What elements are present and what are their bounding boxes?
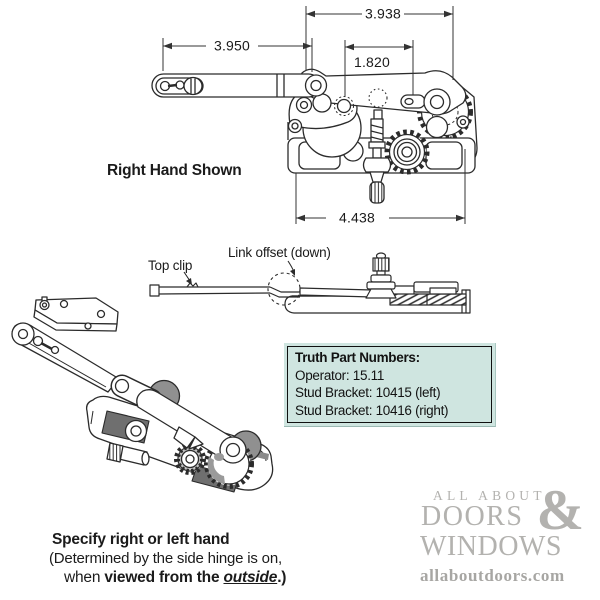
part-box-stud-left: Stud Bracket: 10415 (left) bbox=[295, 385, 441, 400]
logo-all-about: ALL ABOUT bbox=[433, 488, 546, 503]
hand-note-line3 bbox=[64, 569, 286, 587]
front-view-caption: Right Hand Shown bbox=[107, 162, 242, 179]
side-view-drawing bbox=[148, 245, 470, 313]
isometric-view-drawing bbox=[12, 297, 273, 492]
part-numbers-box-frame bbox=[287, 346, 492, 423]
note-close: .) bbox=[277, 569, 287, 586]
top-clip-label: Top clip bbox=[148, 258, 193, 273]
part-box-stud-right: Stud Bracket: 10416 (right) bbox=[295, 402, 449, 418]
link-offset-label: Link offset (down) bbox=[228, 245, 331, 260]
note-viewed-from: viewed from the bbox=[104, 569, 224, 586]
note-outside: outside bbox=[223, 569, 278, 586]
part-box-title: Truth Part Numbers: bbox=[295, 350, 420, 365]
logo-windows: WINDOWS bbox=[420, 531, 562, 562]
logo-website: allaboutdoors.com bbox=[420, 566, 565, 585]
logo-top-rows bbox=[420, 479, 584, 542]
dimension-bottom: 4.438 bbox=[338, 209, 376, 226]
dimension-inner: 1.820 bbox=[353, 54, 391, 70]
dimension-top: 3.938 bbox=[364, 5, 402, 22]
hand-note-line2: (Determined by the side hinge is on, bbox=[49, 550, 282, 567]
logo-doors: DOORS bbox=[421, 501, 524, 532]
logo-ampersand: & bbox=[536, 479, 584, 542]
note-when: when bbox=[64, 569, 105, 586]
front-view-drawing bbox=[152, 6, 477, 226]
part-numbers-box bbox=[284, 343, 496, 427]
hand-note-line1: Specify right or left hand bbox=[52, 531, 230, 548]
all-about-doors-logo bbox=[420, 479, 584, 586]
part-box-operator: Operator: 15.11 bbox=[295, 367, 385, 383]
dimension-arm: 3.950 bbox=[213, 37, 251, 54]
